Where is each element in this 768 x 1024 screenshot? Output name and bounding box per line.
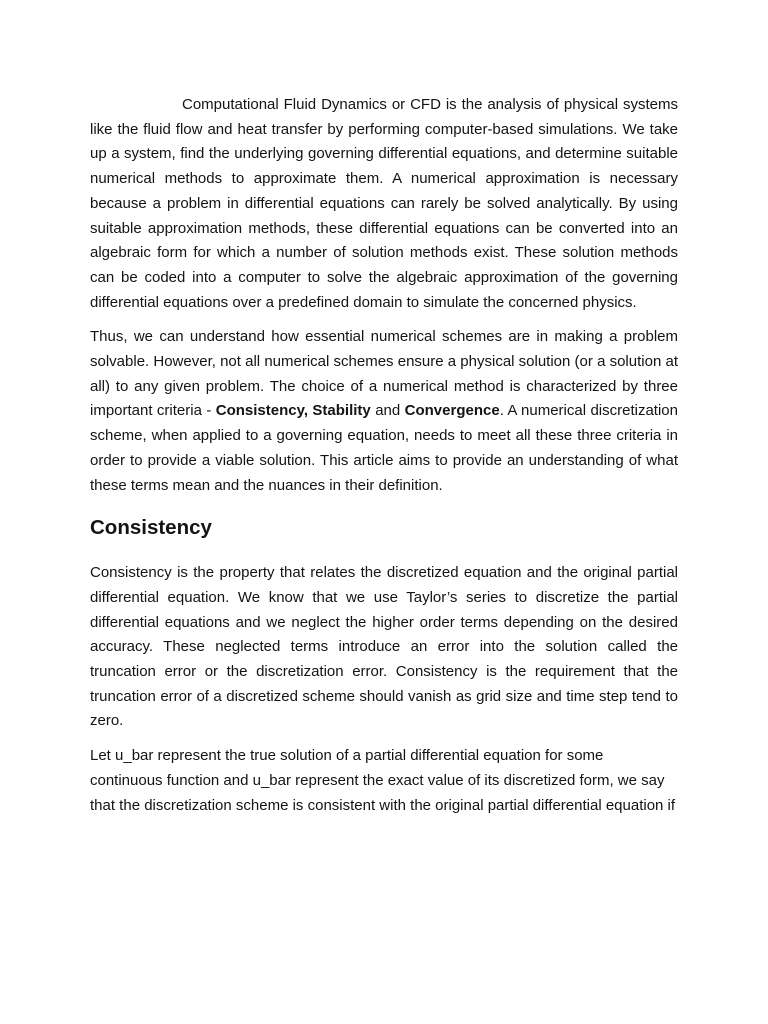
consistency-paragraph: Consistency is the property that relates the discretized equation and the original partial differential equation. We know that we use Taylor’s series to discretize the partial differential equations and we neglect the higher order terms depending on the desired accuracy. These neglected terms introduce an error into the solution called the truncation error or the discretization error. Consistency is the requirement that the truncation error of a discretized scheme should vanish as grid size and time step tend to zero. <box>90 564 678 730</box>
consistency-heading: Consistency <box>90 516 212 540</box>
intro-paragraph: Computational Fluid Dynamics or CFD is the analysis of physical systems like the fluid flow and heat transfer by performing computer-based simulations. We take up a system, find the underlying governing differential equations, and determine suitable numerical methods to approximate them. A numerical approximation is necessary because a problem in differential equations can rarely be solved analytically. By using suitable approximation methods, these differential equations can be converted into an algebraic form for which a number of solution methods exist. These solution methods can be coded into a computer to solve the algebraic approximation of the governing differential equations over a predefined domain to simulate the concerned physics. <box>90 96 678 311</box>
criteria-text-2: and <box>370 402 405 420</box>
document-page <box>90 93 678 818</box>
criteria-text-1: Thus, we can understand how essential numerical schemes are in making a problem solvable. However, not all numerical schemes ensure a physical solution (or a solution at all) to any given problem. The choice of a numerical method is characterized by three important criteria - <box>90 328 678 420</box>
criteria-text-3: . A numerical discretization scheme, when applied to a governing equation, needs to meet all these three criteria in order to provide a viable solution. This article aims to provide an understanding of what these terms mean and the nuances in their definition. <box>90 402 678 494</box>
criteria-bold-convergence: Convergence <box>404 402 500 420</box>
criteria-paragraph <box>90 325 678 498</box>
u-bar-paragraph: Let u_bar represent the true solution of a partial differential equation for some continuous function and u_bar represent the exact value of its discretized form, we say that the discretization scheme is consistent with the original partial differential equation if <box>90 747 676 814</box>
criteria-bold-consistency-stability: Consistency, Stability <box>215 402 371 420</box>
